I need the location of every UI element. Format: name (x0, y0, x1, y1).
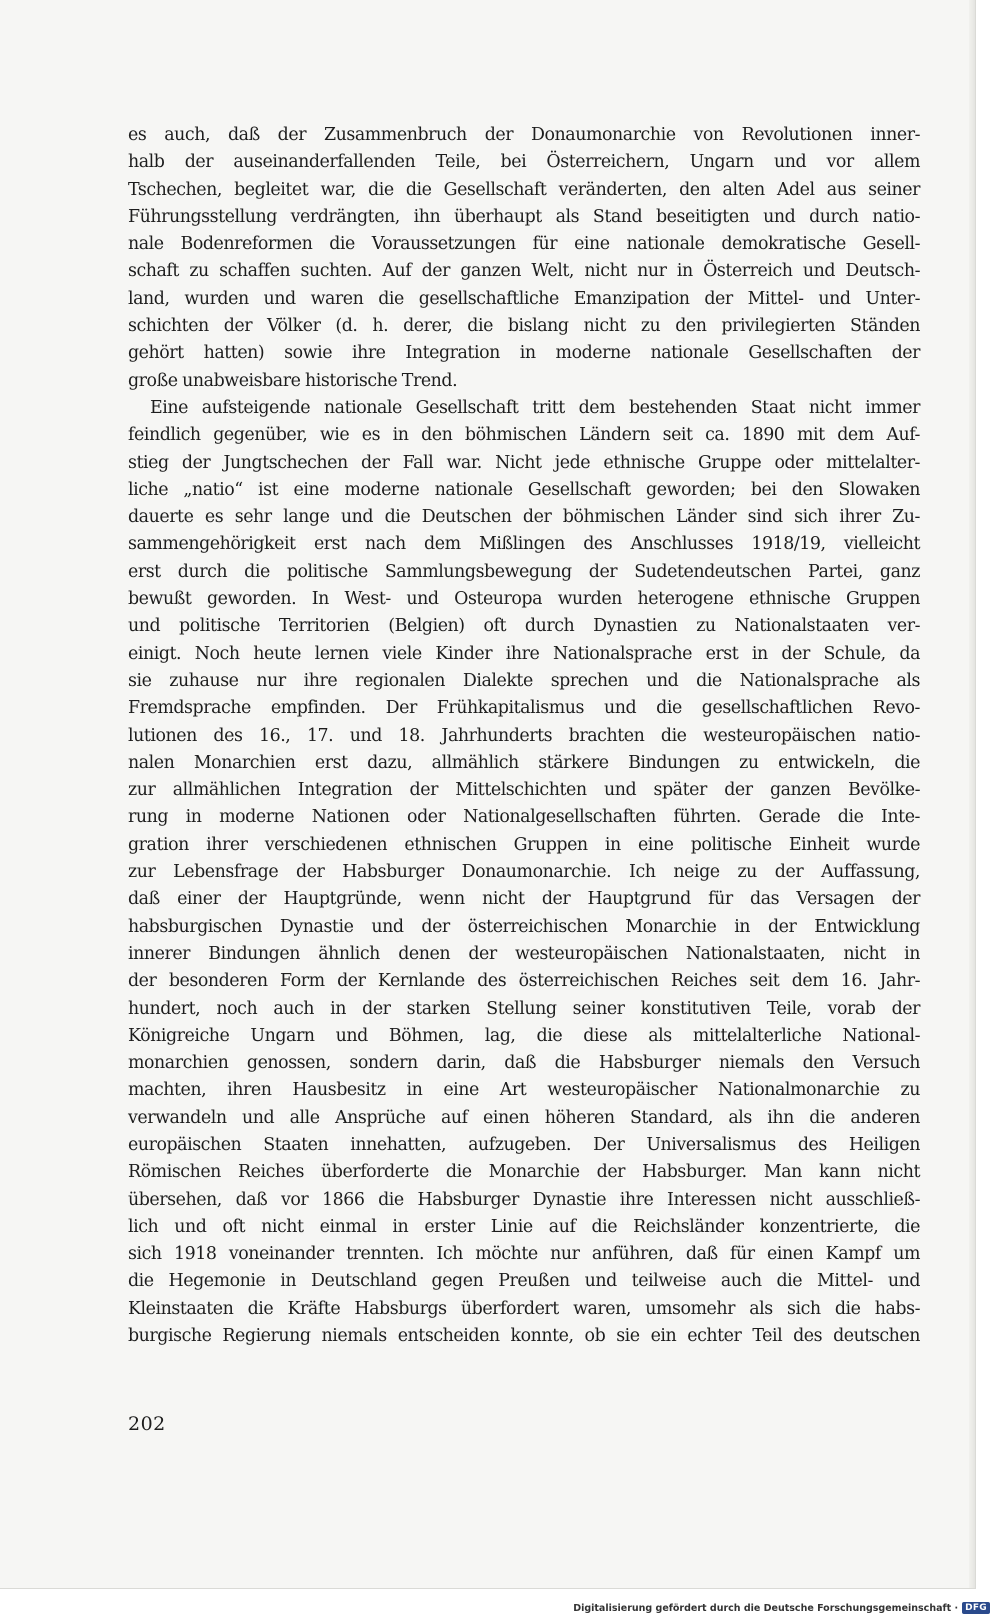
page-number: 202 (128, 1413, 166, 1435)
text-line: der besonderen Form der Kernlande des österreichischen Reiches seit dem 16. Jahr- (128, 971, 920, 992)
text-line: dauerte es sehr lange und die Deutschen der böhmischen Länder sind sich ihrer Zu- (128, 507, 920, 528)
text-line: schichten der Völker (d. h. derer, die bislang nicht zu den privilegierten Ständen (128, 316, 920, 337)
text-line: gration ihrer verschiedenen ethnischen Gruppen in eine politische Einheit wurde (128, 834, 920, 855)
text-line: machten, ihren Hausbesitz in eine Art westeuropäischer Nationalmonarchie zu (128, 1080, 920, 1101)
body-text (128, 122, 920, 1350)
footer-credit-text: Digitalisierung gefördert durch die Deutsche Forschungsgemeinschaft · (573, 1602, 959, 1614)
text-line: die Hegemonie in Deutschland gegen Preußen und teilweise auch die Mittel- und (128, 1271, 920, 1292)
text-line: gehört hatten) sowie ihre Integration in moderne nationale Gesellschaften der (128, 343, 920, 364)
text-line: Fremdsprache empfinden. Der Frühkapitalismus und die gesellschaftlichen Revo- (128, 698, 920, 719)
dfg-logo: DFG (962, 1602, 990, 1614)
text-line: Eine aufsteigende nationale Gesellschaft tritt dem bestehenden Staat nicht immer (150, 397, 920, 418)
text-line: feindlich gegenüber, wie es in den böhmischen Ländern seit ca. 1890 mit dem Auf- (128, 425, 920, 446)
text-line: land, wurden und waren die gesellschaftliche Emanzipation der Mittel- und Unter- (128, 288, 920, 309)
text-line: liche „natio“ ist eine moderne nationale Gesellschaft geworden; bei den Slowaken (128, 479, 920, 500)
text-line: rung in moderne Nationen oder Nationalgesellschaften führten. Gerade die Inte- (128, 807, 920, 828)
page-edge-shadow (969, 0, 975, 1588)
text-line: Königreiche Ungarn und Böhmen, lag, die diese als mittelalterliche National- (128, 1025, 920, 1046)
text-line: sich 1918 voneinander trennten. Ich möchte nur anführen, daß für einen Kampf um (128, 1244, 920, 1265)
text-line: schaft zu schaffen suchten. Auf der ganzen Welt, nicht nur in Österreich und Deutsch- (128, 261, 920, 282)
text-line: europäischen Staaten innehatten, aufzugeben. Der Universalismus des Heiligen (128, 1134, 920, 1155)
text-line: Führungsstellung verdrängten, ihn überhaupt als Stand beseitigten und durch natio- (128, 206, 920, 227)
text-line: zur Lebensfrage der Habsburger Donaumonarchie. Ich neige zu der Auffassung, (128, 862, 920, 883)
text-line: halb der auseinanderfallenden Teile, bei Österreichern, Ungarn und vor allem (128, 152, 920, 173)
text-line: hundert, noch auch in der starken Stellung seiner konstitutiven Teile, vorab der (128, 998, 920, 1019)
text-line: verwandeln und alle Ansprüche auf einen höheren Standard, als ihn die anderen (128, 1107, 920, 1128)
text-line: erst durch die politische Sammlungsbewegung der Sudetendeutschen Partei, ganz (128, 561, 920, 582)
text-line: und politische Territorien (Belgien) oft durch Dynastien zu Nationalstaaten ver- (128, 616, 920, 637)
text-line: lutionen des 16., 17. und 18. Jahrhunderts brachten die westeuropäischen natio- (128, 725, 920, 746)
paragraph-2 (128, 395, 920, 1350)
text-line: habsburgischen Dynastie und der österreichischen Monarchie in der Entwicklung (128, 916, 920, 937)
text-line: burgische Regierung niemals entscheiden konnte, ob sie ein echter Teil des deutschen (128, 1326, 920, 1347)
paragraph-1 (128, 122, 920, 395)
text-line: Römischen Reiches überforderte die Monarchie der Habsburger. Man kann nicht (128, 1162, 920, 1183)
text-line: monarchien genossen, sondern darin, daß die Habsburger niemals den Versuch (128, 1053, 920, 1074)
text-line: zur allmählichen Integration der Mittelschichten und später der ganzen Bevölke- (128, 780, 920, 801)
text-line: es auch, daß der Zusammenbruch der Donaumonarchie von Revolutionen inner- (128, 125, 920, 145)
text-line: daß einer der Hauptgründe, wenn nicht der Hauptgrund für das Versagen der (128, 889, 920, 910)
text-line: Tschechen, begleitet war, die die Gesellschaft veränderten, den alten Adel aus seiner (128, 179, 920, 200)
text-line: einigt. Noch heute lernen viele Kinder ihre Nationalsprache erst in der Schule, da (128, 643, 920, 664)
text-line: nalen Monarchien erst dazu, allmählich stärkere Bindungen zu entwickeln, die (128, 752, 920, 773)
text-line: Kleinstaaten die Kräfte Habsburgs überfordert waren, umsomehr als sich die habs- (128, 1298, 920, 1319)
text-line: übersehen, daß vor 1866 die Habsburger Dynastie ihre Interessen nicht ausschließ- (128, 1189, 920, 1210)
digitization-footer (573, 1599, 990, 1617)
text-line: sammengehörigkeit erst nach dem Mißlingen des Anschlusses 1918/19, vielleicht (128, 534, 920, 555)
text-line: stieg der Jungtschechen der Fall war. Nicht jede ethnische Gruppe oder mittelalter- (128, 452, 920, 473)
text-line: sie zuhause nur ihre regionalen Dialekte sprechen und die Nationalsprache als (128, 670, 920, 691)
text-line: bewußt geworden. In West- und Osteuropa wurden heterogene ethnische Gruppen (128, 589, 920, 610)
text-line: nale Bodenreformen die Voraussetzungen für eine nationale demokratische Gesell- (128, 234, 920, 255)
text-line: lich und oft nicht einmal in erster Linie auf die Reichsländer konzentrierte, die (128, 1216, 920, 1237)
text-line: große unabweisbare historische Trend. (128, 370, 458, 391)
text-line: innerer Bindungen ähnlich denen der westeuropäischen Nationalstaaten, nicht in (128, 943, 920, 964)
